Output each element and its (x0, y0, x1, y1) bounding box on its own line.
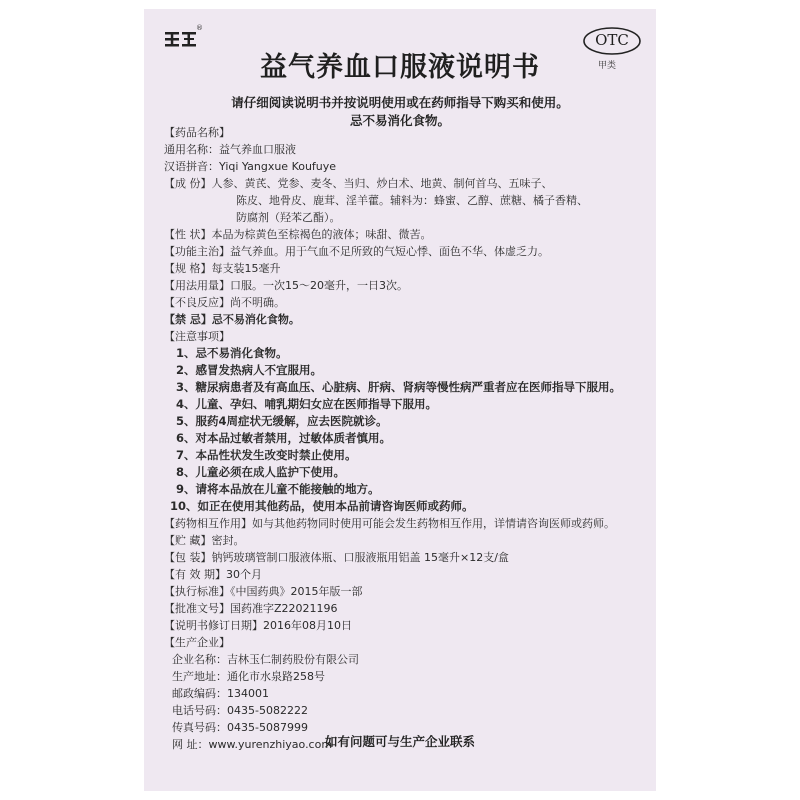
warning-line-1: 请仔细阅读说明书并按说明使用或在药师指导下购买和使用。 (231, 95, 569, 110)
field-address: 生产地址：通化市水泉路258号 (172, 670, 325, 683)
precaution-item: 10、如正在使用其他药品，使用本品前请咨询医师或药师。 (170, 499, 474, 513)
precaution-item: 1、忌不易消化食物。 (176, 346, 288, 360)
section-dosage: 【用法用量】口服。一次15～20毫升，一日3次。 (164, 279, 408, 292)
precaution-item: 3、糖尿病患者及有高血压、心脏病、肝病、肾病等慢性病严重者应在医师指导下服用。 (176, 380, 621, 394)
precaution-item: 8、儿童必须在成人监护下使用。 (176, 465, 345, 479)
section-standard: 【执行标准】《中国药典》2015年版一部 (164, 585, 363, 598)
footer-contact-note: 如有问题可与生产企业联系 (324, 734, 475, 749)
ingredients-continued: 防腐剂（羟苯乙酯）。 (236, 211, 341, 224)
field-generic-name: 通用名称：益气养血口服液 (164, 143, 296, 156)
section-specification: 【规 格】每支装15毫升 (164, 262, 281, 275)
precaution-item: 5、服药4周症状无缓解，应去医院就诊。 (176, 414, 388, 428)
section-interactions: 【药物相互作用】如与其他药物同时使用可能会发生药物相互作用，详情请咨询医师或药师。 (164, 517, 615, 530)
precaution-item: 2、感冒发热病人不宜服用。 (176, 363, 323, 377)
warning-line-2: 忌不易消化食物。 (349, 113, 450, 128)
field-phone: 电话号码：0435-5082222 (172, 704, 308, 717)
field-fax: 传真号码：0435-5087999 (172, 721, 308, 734)
ingredients-continued: 陈皮、地骨皮、鹿茸、淫羊藿。辅料为：蜂蜜、乙醇、蔗糖、橘子香精、 (236, 194, 588, 207)
field-postal-code: 邮政编码：134001 (172, 687, 269, 700)
precaution-item: 6、对本品过敏者禁用，过敏体质者慎用。 (176, 431, 391, 445)
section-ingredients: 【成 份】人参、黄芪、党参、麦冬、当归、炒白术、地黄、制何首乌、五味子、 (164, 177, 553, 190)
registered-mark: ® (196, 24, 203, 32)
section-packaging: 【包 装】钠钙玻璃管制口服液体瓶、口服液瓶用铝盖 15毫升×12支/盒 (164, 551, 509, 564)
section-precautions: 【注意事项】 (164, 330, 230, 343)
section-manufacturer: 【生产企业】 (164, 636, 230, 649)
section-revision-date: 【说明书修订日期】2016年08月10日 (164, 619, 352, 632)
section-approval-number: 【批准文号】国药准字Z22021196 (164, 602, 338, 615)
section-contraindications: 【禁 忌】忌不易消化食物。 (164, 313, 300, 326)
field-pinyin: 汉语拼音：Yiqi Yangxue Koufuye (164, 160, 337, 173)
page-title: 益气养血口服液说明书 (260, 52, 540, 83)
section-drug-name: 【药品名称】 (164, 126, 230, 139)
field-website: 网 址：www.yurenzhiyao.com (172, 738, 333, 751)
section-shelf-life: 【有 效 期】30个月 (164, 568, 262, 581)
section-indications: 【功能主治】益气养血。用于气血不足所致的气短心悸、面色不华、体虚乏力。 (164, 245, 549, 258)
otc-label: OTC (595, 31, 629, 49)
section-appearance: 【性 状】本品为棕黄色至棕褐色的液体；味甜、微苦。 (164, 228, 432, 241)
precaution-item: 9、请将本品放在儿童不能接触的地方。 (176, 482, 380, 496)
precaution-item: 4、儿童、孕妇、哺乳期妇女应在医师指导下服用。 (176, 397, 437, 411)
section-storage: 【贮 藏】密封。 (164, 534, 245, 547)
precaution-item: 7、本品性状发生改变时禁止使用。 (176, 448, 357, 462)
field-company-name: 企业名称：吉林玉仁制药股份有限公司 (172, 653, 359, 666)
otc-class: 甲类 (598, 61, 617, 71)
section-adverse-reactions: 【不良反应】尚不明确。 (164, 296, 285, 309)
